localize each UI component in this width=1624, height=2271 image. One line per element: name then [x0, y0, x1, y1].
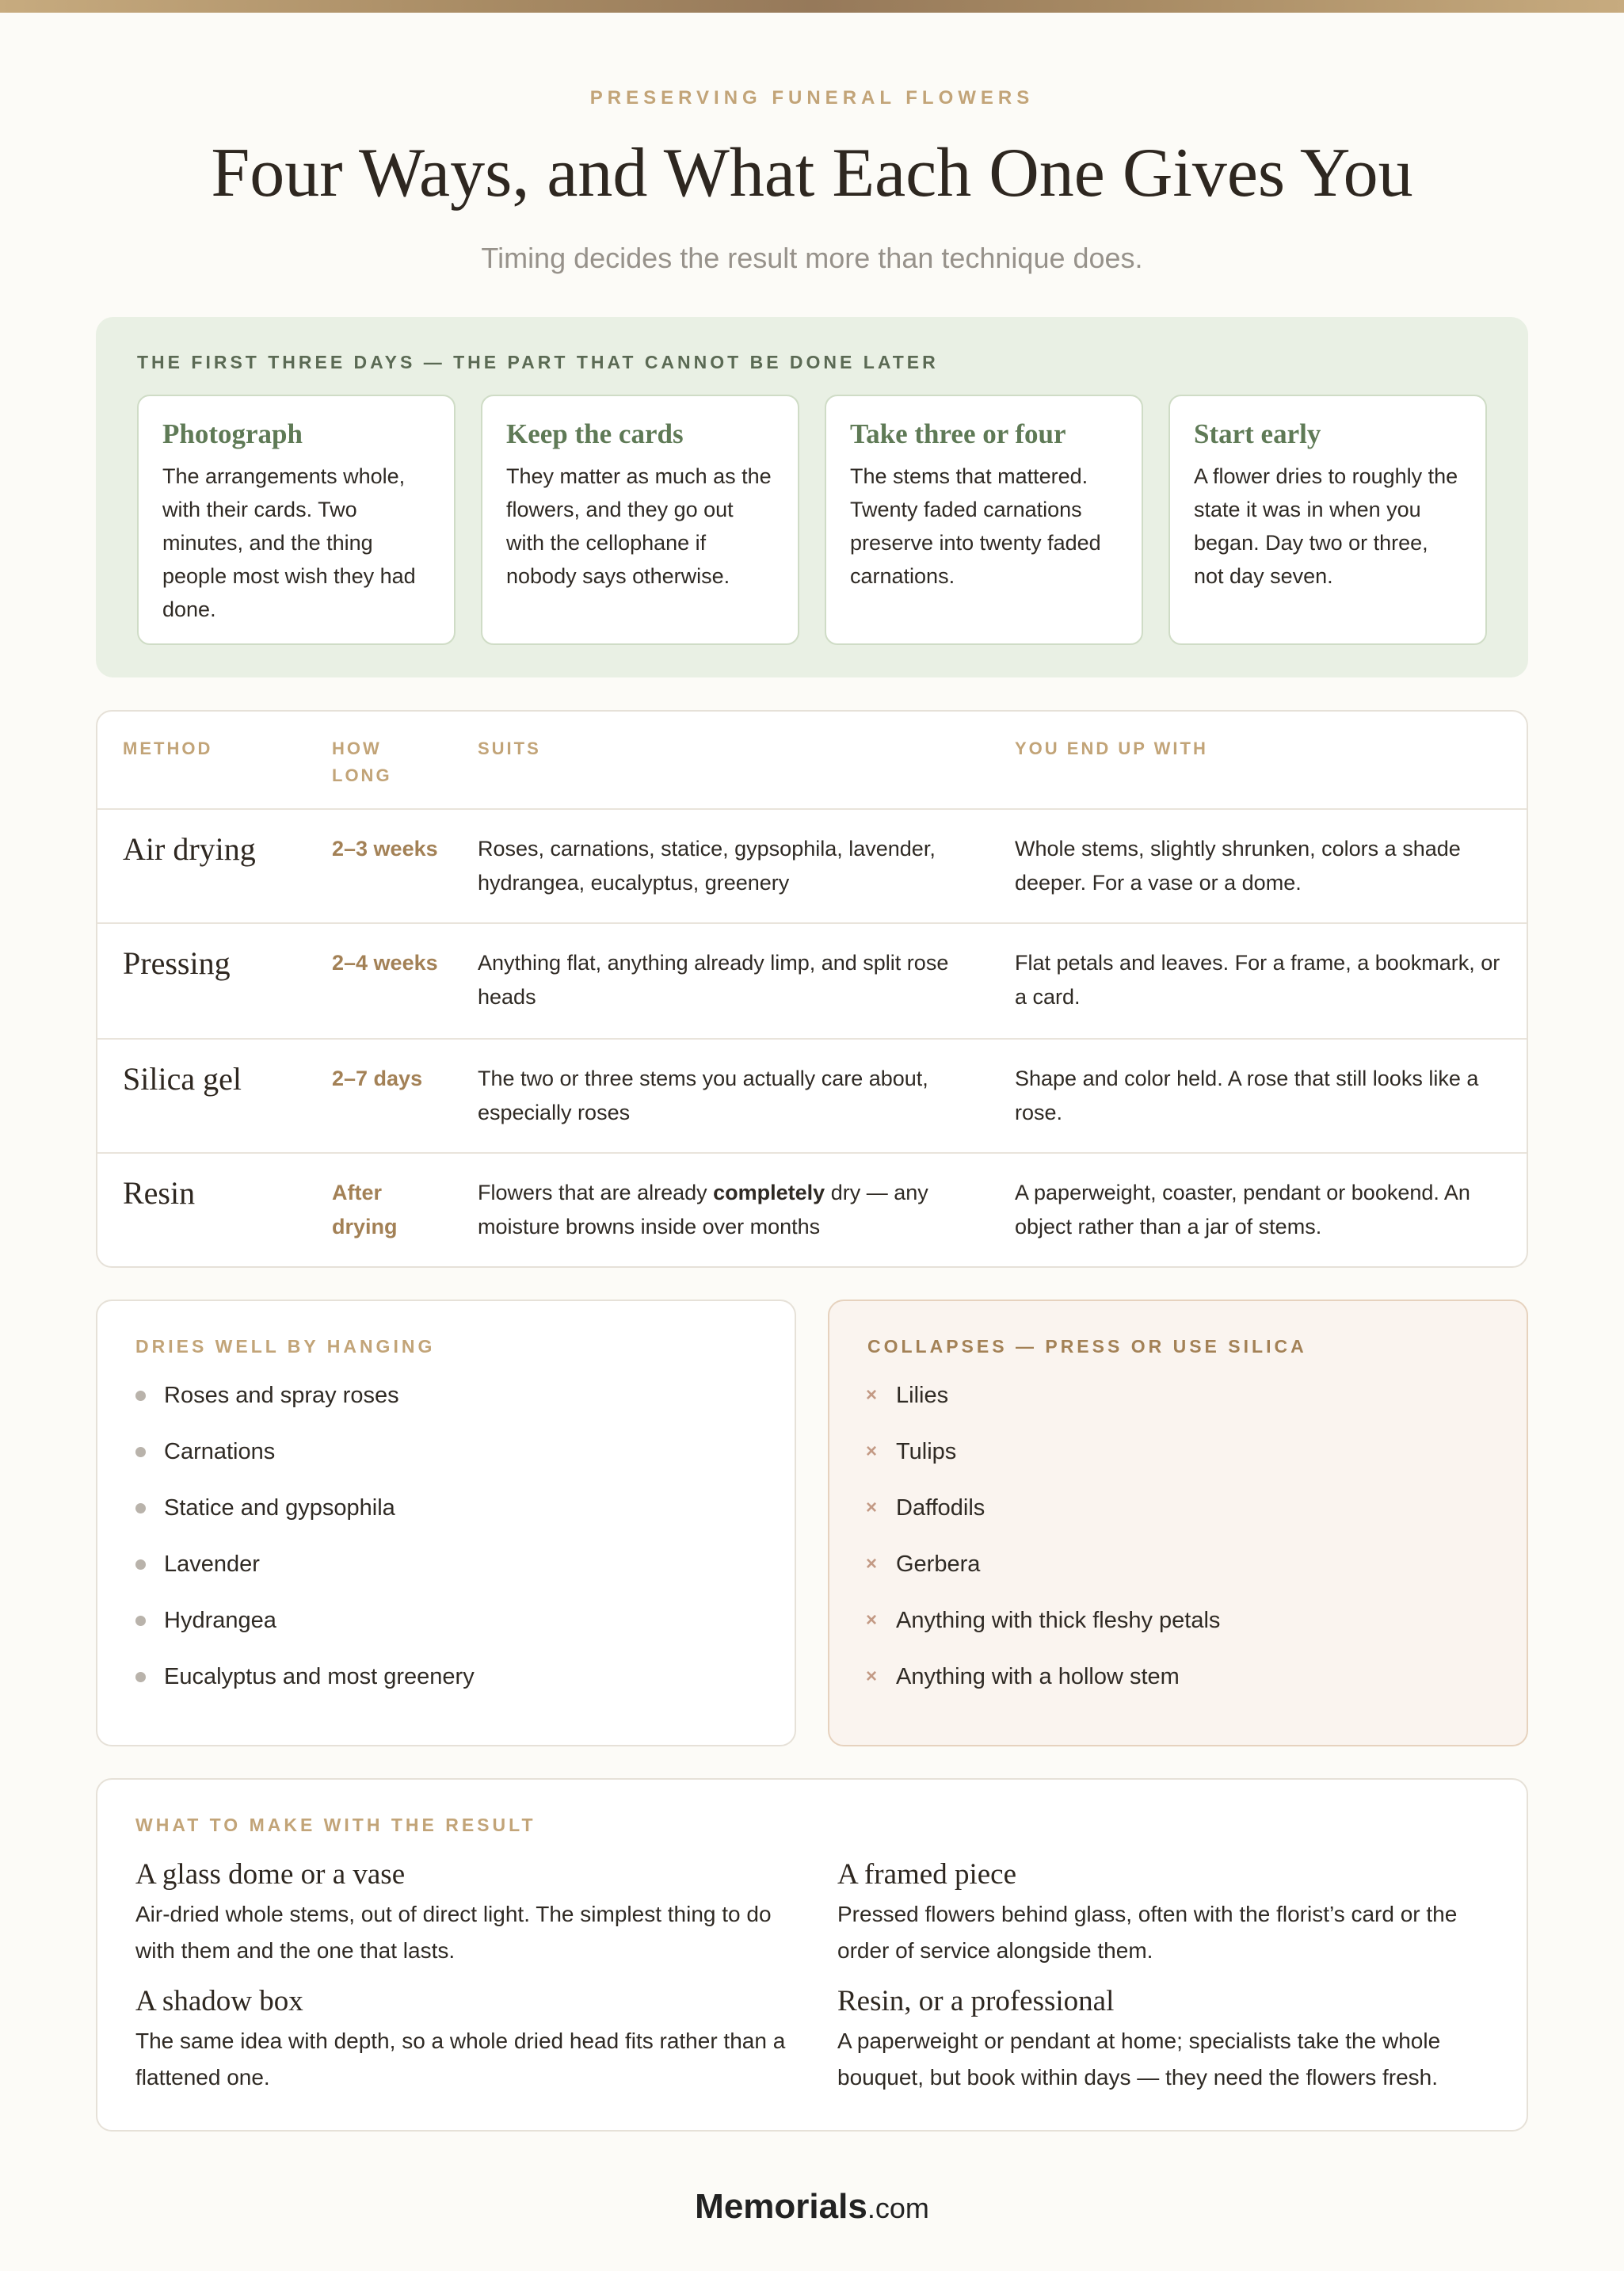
make-item-text: The same idea with depth, so a whole dried head fits rather than a flattened one.	[135, 2029, 786, 2090]
method-name: Silica gel	[123, 1061, 242, 1097]
day-card-title: Take three or four	[850, 418, 1066, 449]
day-card-text: They matter as much as the flowers, and they go out with the cellophane if nobody says otherwise.	[506, 464, 772, 588]
bullet-dot-icon	[135, 1616, 146, 1626]
make-item-text: Air-dried whole stems, out of direct light. The simplest thing to do with them and the one that lasts.	[135, 1902, 772, 1963]
header-method: METHOD	[123, 739, 213, 758]
day-card-title: Photograph	[162, 418, 303, 449]
suits-emphasis: completely	[713, 1181, 825, 1204]
method-result: A paperweight, coaster, pendant or bookend. An object rather than a jar of stems.	[1015, 1181, 1470, 1239]
logo-wordmark: Memorials	[695, 2187, 867, 2226]
make-label: WHAT TO MAKE WITH THE RESULT	[135, 1815, 536, 1835]
method-result: Flat petals and leaves. For a frame, a bookmark, or a card.	[1015, 951, 1500, 1009]
day-card-start-early	[1168, 395, 1487, 645]
list-item: × Lilies	[867, 1380, 1489, 1436]
day-card-text: The stems that mattered. Twenty faded carnations preserve into twenty faded carnations.	[850, 464, 1101, 588]
method-result: Shape and color held. A rose that still looks like a rose.	[1015, 1067, 1479, 1124]
page-title: Four Ways, and What Each One Gives You	[211, 135, 1413, 212]
method-suits: Anything flat, anything already limp, and split rose heads	[478, 951, 949, 1009]
make-item-dome	[135, 1857, 793, 1969]
method-suits: Roses, carnations, statice, gypsophila, lavender, hydrangea, eucalyptus, greenery	[478, 837, 936, 895]
make-item-text: A paperweight or pendant at home; specialists take the whole bouquet, but book within days — they need the flowers fresh.	[837, 2029, 1441, 2090]
page-subtitle: Timing decides the result more than technique does.	[481, 242, 1143, 274]
top-accent-bar	[0, 0, 1624, 13]
list-item: × Anything with thick fleshy petals	[867, 1605, 1489, 1661]
method-duration: 2–4 weeks	[332, 951, 438, 975]
bullet-dot-icon	[135, 1447, 146, 1457]
dries-well-label: DRIES WELL BY HANGING	[135, 1336, 436, 1357]
make-item-title: A framed piece	[837, 1858, 1016, 1891]
list-item: Hydrangea	[135, 1605, 757, 1661]
header-how-long: HOW LONG	[332, 739, 392, 785]
eyebrow-label: PRESERVING FUNERAL FLOWERS	[589, 87, 1035, 109]
day-card-title: Keep the cards	[506, 418, 684, 449]
method-suits: The two or three stems you actually care about, especially roses	[478, 1067, 928, 1124]
what-to-make-panel	[96, 1778, 1528, 2132]
make-item-title: A shadow box	[135, 1985, 303, 2017]
table-row	[97, 1154, 1527, 1268]
make-item-title: A glass dome or a vase	[135, 1858, 406, 1891]
cross-icon: ×	[866, 1609, 878, 1631]
cross-icon: ×	[866, 1441, 878, 1462]
list-item: × Gerbera	[867, 1548, 1489, 1605]
list-item: × Daffodils	[867, 1492, 1489, 1548]
cross-icon: ×	[866, 1384, 878, 1406]
methods-table	[96, 710, 1528, 1268]
list-item: Lavender	[135, 1548, 757, 1605]
bullet-dot-icon	[135, 1391, 146, 1401]
collapses-panel	[828, 1300, 1528, 1746]
list-item: Carnations	[135, 1436, 757, 1492]
bullet-dot-icon	[135, 1672, 146, 1682]
method-name: Air drying	[123, 831, 256, 867]
cross-icon: ×	[866, 1553, 878, 1574]
method-duration: After drying	[332, 1181, 398, 1239]
list-item: × Anything with a hollow stem	[867, 1661, 1489, 1717]
collapses-label: COLLAPSES — PRESS OR USE SILICA	[867, 1336, 1307, 1357]
table-header	[97, 712, 1527, 810]
method-duration: 2–7 days	[332, 1067, 423, 1090]
header-suits: SUITS	[478, 739, 541, 758]
make-item-resin	[837, 1984, 1495, 2096]
cross-icon: ×	[866, 1666, 878, 1687]
method-result: Whole stems, slightly shrunken, colors a shade deeper. For a vase or a dome.	[1015, 837, 1461, 895]
day-card-photograph	[137, 395, 456, 645]
list-item: × Tulips	[867, 1436, 1489, 1492]
suits-text-end: dry — any moisture browns inside over months	[478, 1181, 928, 1239]
memorials-logo	[0, 2187, 1624, 2227]
make-item-title: Resin, or a professional	[837, 1985, 1115, 2017]
table-row	[97, 810, 1527, 924]
bullet-dot-icon	[135, 1559, 146, 1570]
make-item-framed	[837, 1857, 1495, 1969]
bullet-dot-icon	[135, 1503, 146, 1513]
suits-text-start: Flowers that are already	[478, 1181, 714, 1204]
list-item: Eucalyptus and most greenery	[135, 1661, 757, 1717]
method-name: Pressing	[123, 945, 231, 981]
day-card-keep-cards	[481, 395, 799, 645]
day-card-text: A flower dries to roughly the state it was in when you began. Day two or three, not day seven.	[1194, 464, 1458, 588]
method-name: Resin	[123, 1175, 196, 1211]
day-card-text: The arrangements whole, with their cards. Two minutes, and the thing people most wish they had done.	[162, 464, 416, 621]
make-item-shadow-box	[135, 1984, 793, 2096]
dries-well-panel	[96, 1300, 796, 1746]
logo-suffix: .com	[867, 2192, 929, 2224]
day-card-title: Start early	[1194, 418, 1321, 449]
header-end-up: YOU END UP WITH	[1015, 739, 1208, 758]
method-duration: 2–3 weeks	[332, 837, 438, 861]
method-suits	[478, 1176, 985, 1244]
cross-icon: ×	[866, 1497, 878, 1518]
first-days-label: THE FIRST THREE DAYS — THE PART THAT CANNOT BE DONE LATER	[137, 352, 939, 372]
day-card-take-three	[825, 395, 1143, 645]
make-item-text: Pressed flowers behind glass, often with the florist’s card or the order of service alongside them.	[837, 1902, 1458, 1963]
list-item: Statice and gypsophila	[135, 1492, 757, 1548]
first-three-days-panel	[96, 317, 1528, 677]
list-item: Roses and spray roses	[135, 1380, 757, 1436]
table-row	[97, 924, 1527, 1040]
table-row	[97, 1040, 1527, 1154]
